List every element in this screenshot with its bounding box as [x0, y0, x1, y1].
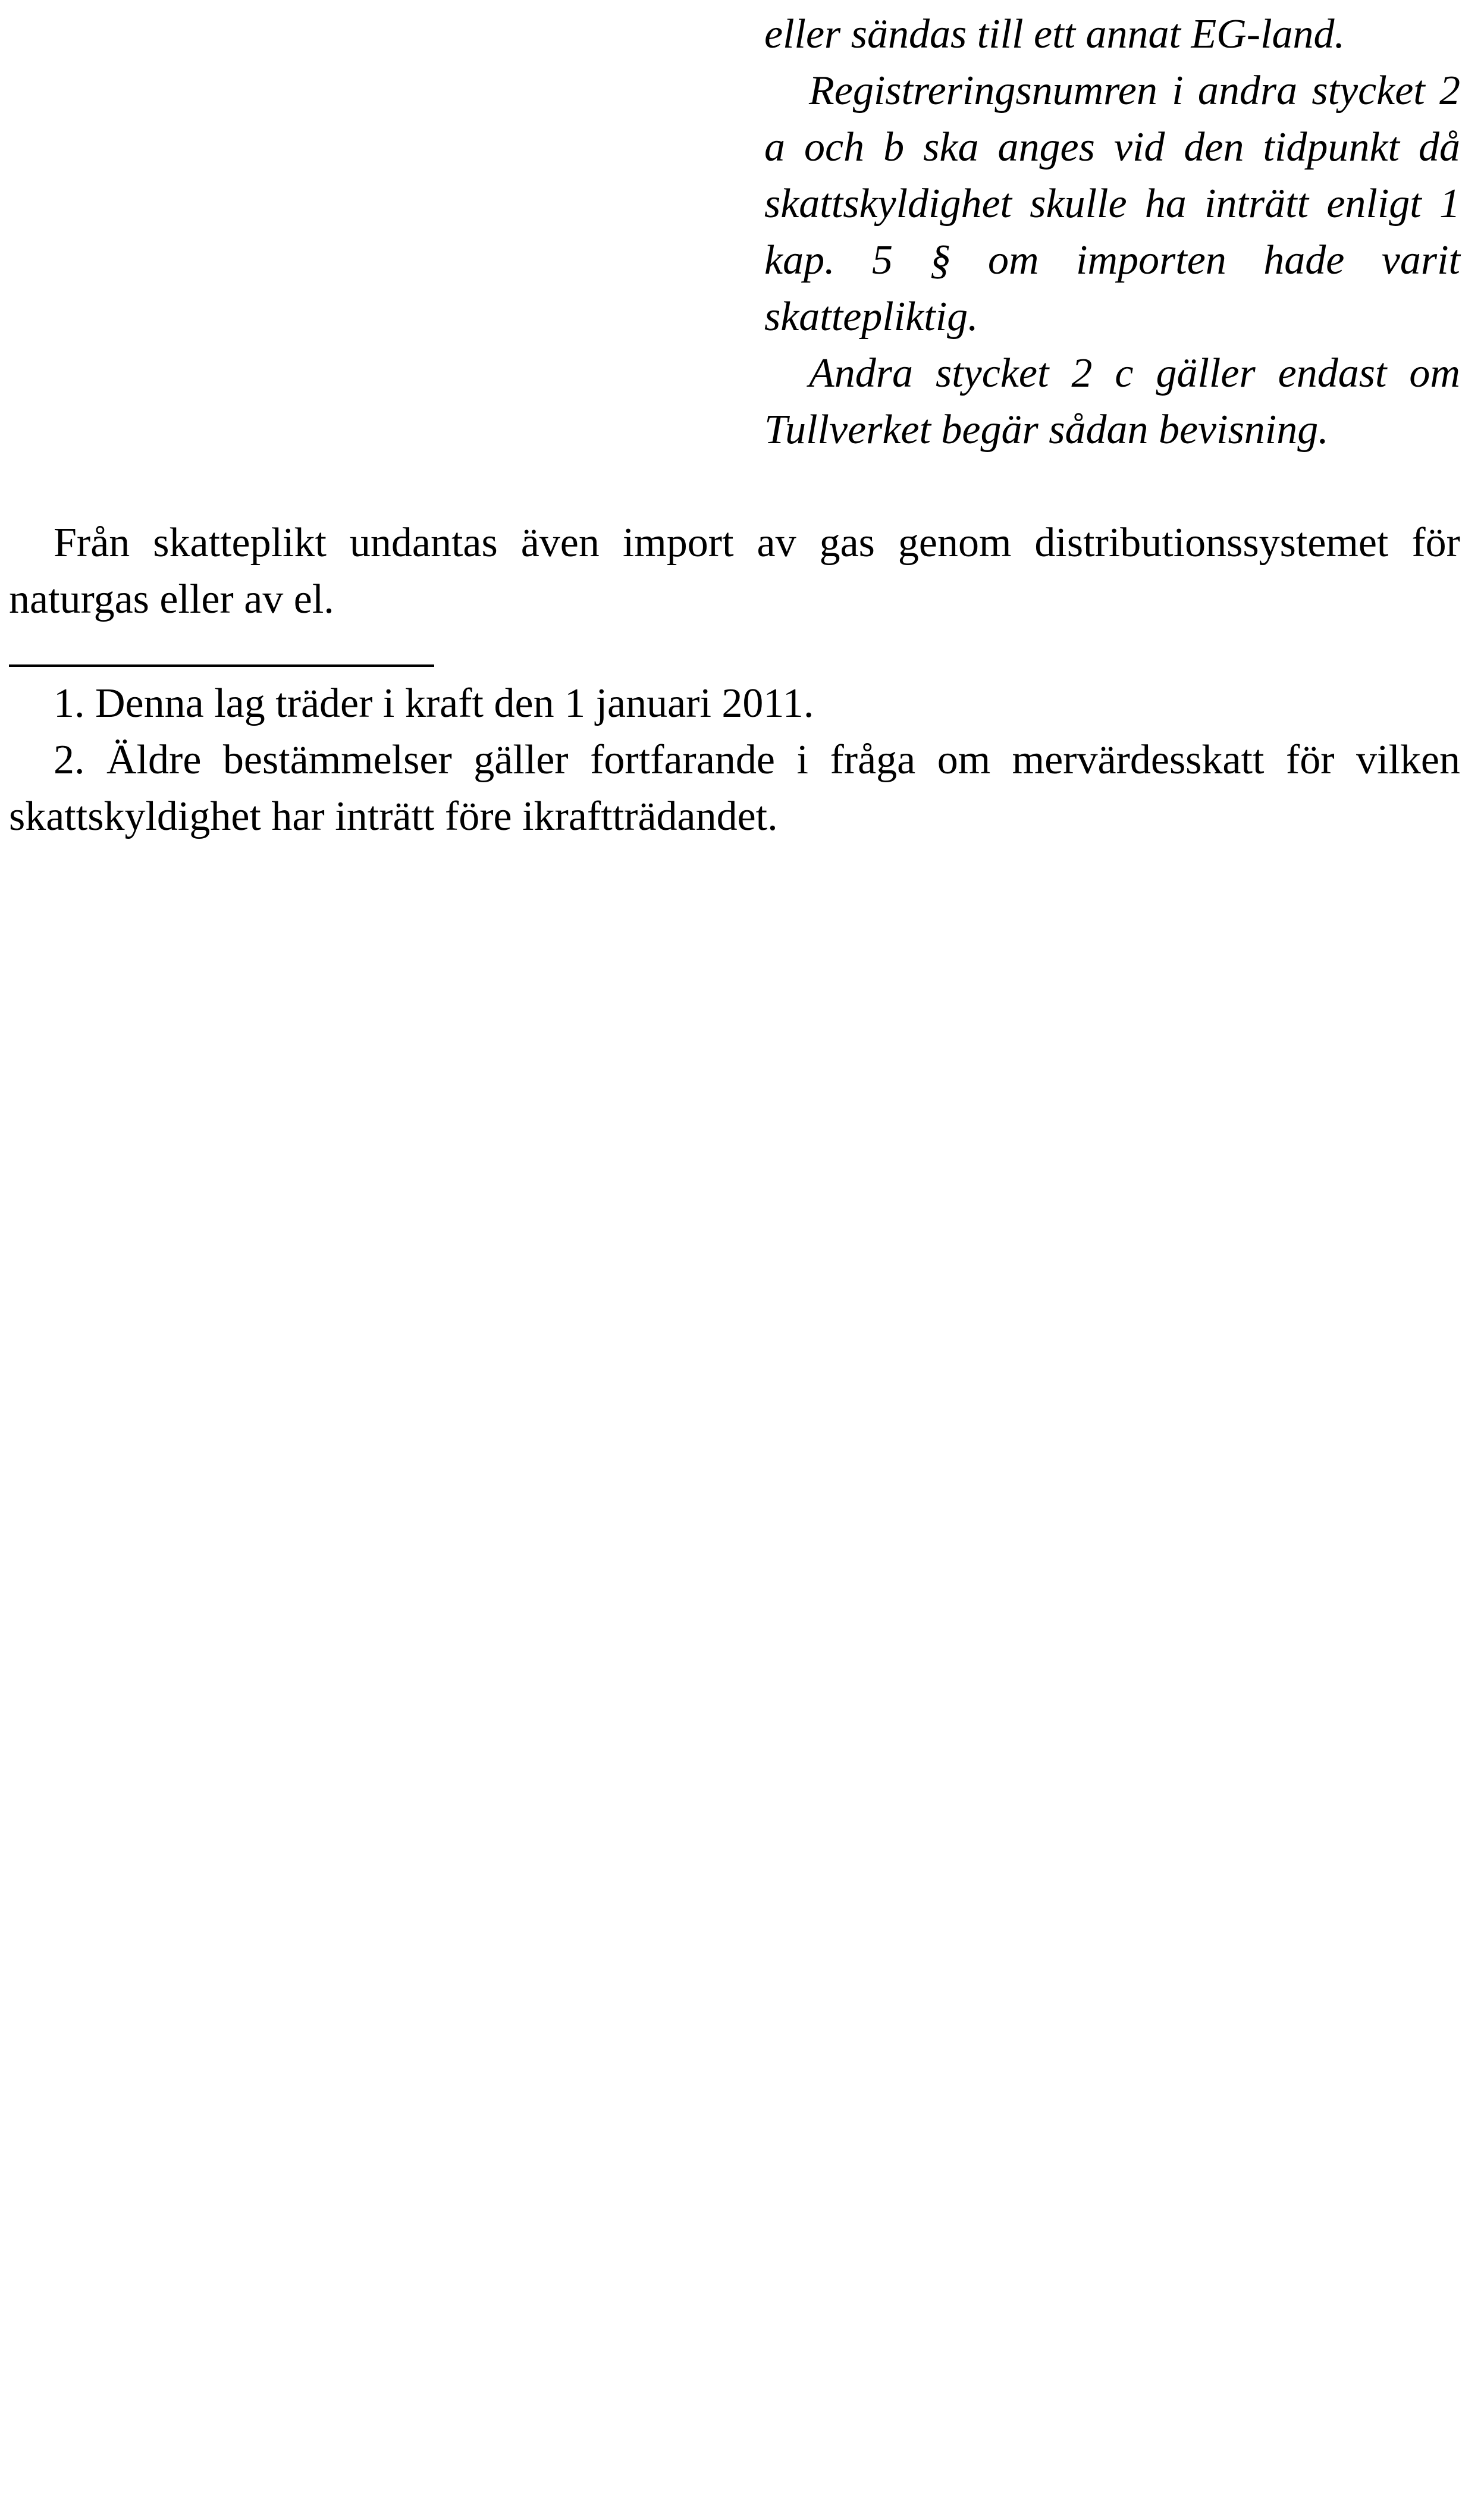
provision-paragraph-evidence: Andra stycket 2 c gäller endast om Tullverket begär sådan bevisning. [764, 350, 1460, 453]
footnote-item: 1. Denna lag träder i kraft den 1 januari 2011. [54, 681, 814, 726]
provision-line-continuation: eller sändas till ett annat EG-land. [764, 11, 1345, 57]
provision-paragraph-registration: Registreringsnumren i andra stycket 2 a och b ska anges vid den tidpunkt då skattskyldighet skulle ha inträtt enligt 1 kap. 5 § om importen hade varit skattepliktig. [764, 68, 1460, 340]
footnote-divider [9, 664, 434, 667]
body-paragraph: Från skatteplikt undantas även import av gas genom distributionssystemet för naturgas eller av el. [9, 520, 1460, 622]
footnote-item: 2. Äldre bestämmelser gäller fortfarande i fråga om mervärdesskatt för vilken skattskyldighet har inträtt före ikraftträdandet. [9, 737, 1460, 839]
italic-provision-block [764, 6, 1460, 458]
footnotes [9, 675, 1460, 845]
